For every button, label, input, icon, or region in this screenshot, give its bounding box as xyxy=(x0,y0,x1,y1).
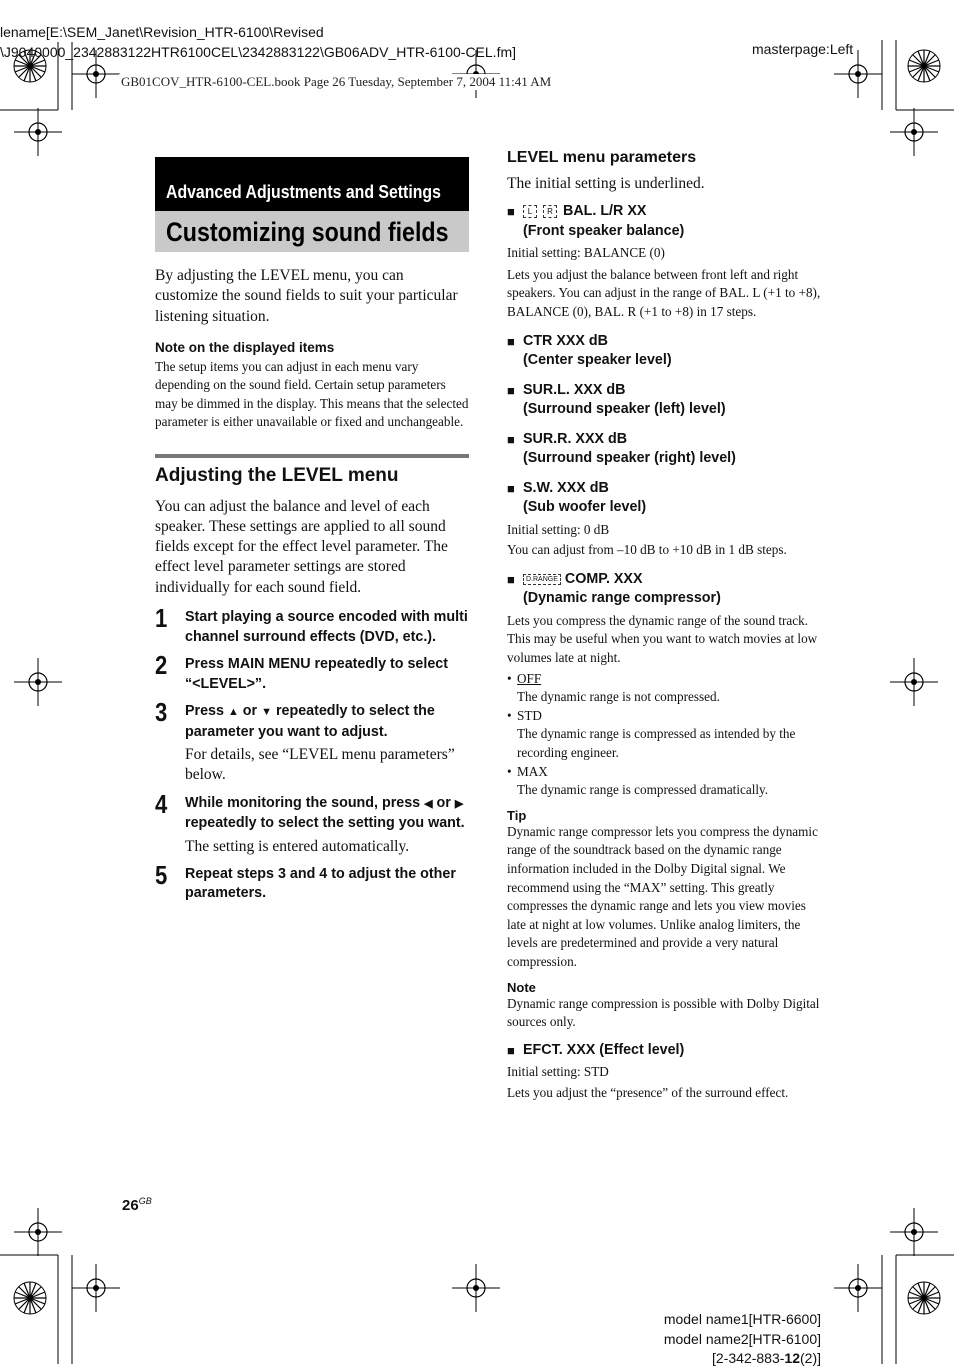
param-name: EFCT. XXX (Effect level) xyxy=(523,1041,685,1058)
front-right-speaker-icon: R xyxy=(543,205,557,218)
step-text-part: While monitoring the sound, press xyxy=(185,794,425,811)
right-arrow-icon: ▶ xyxy=(454,797,464,810)
option-label: OFF xyxy=(517,670,542,686)
section-body: You can adjust the balance and level of each speaker. These settings are applied to all sound fields except for the effect level parameter. The effect level parameter settings are stored individually for each sound field. xyxy=(155,497,448,596)
square-bullet-icon: ■ xyxy=(507,571,515,587)
intro-paragraph: By adjusting the LEVEL menu, you can customize the sound fields to suit your particular listening situation. xyxy=(155,267,458,325)
param-desc: (Sub woofer level) xyxy=(523,499,647,516)
filename-line-2: \J9040000_2342883122HTR6100CEL\2342883122\GB06ADV_HTR-6100-CEL.fm] xyxy=(0,44,517,60)
model-name-2: model name2[HTR-6100] xyxy=(663,1331,821,1347)
square-bullet-icon: ■ xyxy=(507,431,515,447)
d-range-indicator-icon: D.RANGE xyxy=(523,574,561,585)
sw-initial: Initial setting: 0 dB xyxy=(507,521,610,537)
step-number: 4 xyxy=(155,788,168,819)
sw-body: You can adjust from –10 dB to +10 dB in 1 dB steps. xyxy=(507,542,787,558)
note-body: Dynamic range compression is possible with Dolby Digital sources only. xyxy=(507,995,820,1030)
bal-body: Lets you adjust the balance between front left and right speakers. You can adjust in the range of BAL. L (+1 to +8), BALANCE (0), BAL. R (+1 to +8) in 17 steps. xyxy=(507,266,821,320)
filename-line-1: lename[E:\SEM_Janet\Revision_HTR-6100\Revised xyxy=(0,24,324,40)
param-ctr xyxy=(507,332,821,371)
left-arrow-icon: ◀ xyxy=(424,797,433,810)
step-text-part: or xyxy=(238,703,262,719)
param-name: CTR XXX dB xyxy=(523,332,608,349)
step-4 xyxy=(155,788,469,857)
step-number: 2 xyxy=(155,650,168,680)
step-text-part: repeatedly to select the setting you want. xyxy=(185,815,465,832)
option-desc: The dynamic range is not compressed. xyxy=(517,689,720,705)
step-text: Start playing a source encoded with multi channel surround effects (DVD, etc.). xyxy=(185,609,468,645)
param-desc: (Dynamic range compressor) xyxy=(523,590,721,607)
efct-body: Lets you adjust the “presence” of the surround effect. xyxy=(507,1084,789,1100)
param-comp xyxy=(507,570,821,609)
param-bal xyxy=(507,202,821,241)
square-bullet-icon: ■ xyxy=(507,1042,515,1058)
step-3 xyxy=(155,697,469,786)
option-desc: The dynamic range is compressed as intended by the recording engineer. xyxy=(517,726,796,761)
param-name: SUR.L. XXX dB xyxy=(523,381,626,398)
parameters-heading: LEVEL menu parameters xyxy=(507,149,697,166)
param-sw xyxy=(507,479,821,518)
tip-heading: Tip xyxy=(507,807,527,823)
square-bullet-icon: ■ xyxy=(507,333,515,349)
step-note: The setting is entered automatically. xyxy=(185,837,410,855)
note-body: The setup items you can adjust in each menu vary depending on the sound field. Certain setup parameters may be dimmed in the display. This means that the selected parameter is either unavailable or fixed and unchangeable. xyxy=(155,358,469,430)
front-left-speaker-icon: L xyxy=(523,205,537,218)
option-label: STD xyxy=(517,707,542,723)
step-number: 1 xyxy=(155,603,168,633)
step-number: 5 xyxy=(155,859,168,890)
step-text xyxy=(185,794,469,834)
param-surl xyxy=(507,381,821,420)
option-desc: The dynamic range is compressed dramatically. xyxy=(517,782,769,798)
step-number: 3 xyxy=(155,697,168,727)
bal-initial: Initial setting: BALANCE (0) xyxy=(507,245,665,261)
param-desc: (Surround speaker (right) level) xyxy=(523,450,736,467)
square-bullet-icon: ■ xyxy=(507,480,515,496)
param-name: BAL. L/R XX xyxy=(563,203,647,220)
step-note: For details, see “LEVEL menu parameters” below. xyxy=(185,746,455,784)
part-number xyxy=(712,1349,821,1368)
page-number-suffix: GB xyxy=(138,1196,152,1206)
param-name: COMP. XXX xyxy=(564,570,643,587)
step-text-part: or xyxy=(432,794,455,811)
model-name-1: model name1[HTR-6600] xyxy=(663,1311,821,1327)
page-number xyxy=(122,1196,152,1214)
step-1 xyxy=(155,603,469,647)
step-5 xyxy=(155,859,469,904)
step-text-part: repeatedly to select the parameter you want to adjust. xyxy=(185,703,435,740)
square-bullet-icon: ■ xyxy=(507,204,515,220)
param-efct xyxy=(507,1041,821,1061)
step-text: Repeat steps 3 and 4 to adjust the other parameters. xyxy=(185,865,456,902)
step-text xyxy=(185,702,469,742)
section-title: Advanced Adjustments and Settings xyxy=(166,182,441,202)
square-bullet-icon: ■ xyxy=(507,382,515,398)
down-arrow-icon: ▼ xyxy=(261,706,272,718)
step-text: Press MAIN MENU repeatedly to select “<LEVEL>”. xyxy=(185,656,448,692)
step-text-part: Press xyxy=(185,703,228,719)
step-2 xyxy=(155,650,469,694)
part-number-bold: 12 xyxy=(784,1350,800,1366)
section-band xyxy=(155,157,469,211)
param-desc: (Front speaker balance) xyxy=(523,222,685,239)
tip-body: Dynamic range compressor lets you compress the dynamic range of the soundtrack based on the dynamic range information included in the Dolby Digital signal. We recommend using the “MAX” setting. This greatly compresses the dynamic range and lets you view movies late at night at low volumes. Unlike analog limiters, the levels are predetermined and provide a very natural compression. xyxy=(507,823,818,969)
section-heading: Adjusting the LEVEL menu xyxy=(155,454,469,488)
masterpage-label: masterpage:Left xyxy=(752,41,854,57)
param-desc: (Center speaker level) xyxy=(523,352,672,369)
part-number-suffix: (2)] xyxy=(800,1350,821,1366)
option-std xyxy=(507,707,821,726)
option-label: MAX xyxy=(517,763,548,779)
note-heading: Note on the displayed items xyxy=(155,339,335,355)
page-number-value: 26 xyxy=(122,1197,139,1214)
parameters-intro: The initial setting is underlined. xyxy=(507,175,705,192)
comp-body: Lets you compress the dynamic range of the sound track. This may be useful when you want to watch movies at low volumes late at night. xyxy=(507,612,818,666)
right-column xyxy=(507,147,821,1102)
page-title: Customizing sound fields xyxy=(166,217,449,247)
book-info-line: GB01COV_HTR-6100-CEL.book Page 26 Tuesday, September 7, 2004 11:41 AM xyxy=(121,74,552,89)
option-off xyxy=(507,670,821,689)
note-heading: Note xyxy=(507,979,536,995)
param-surr xyxy=(507,430,821,469)
part-number-prefix: [2-342-883- xyxy=(712,1350,785,1366)
title-band xyxy=(155,211,469,252)
param-name: SUR.R. XXX dB xyxy=(523,430,628,447)
param-name: S.W. XXX dB xyxy=(523,479,609,496)
left-column xyxy=(155,157,469,904)
option-max xyxy=(507,763,821,782)
efct-initial: Initial setting: STD xyxy=(507,1064,609,1080)
param-desc: (Surround speaker (left) level) xyxy=(523,401,726,418)
up-arrow-icon: ▲ xyxy=(227,706,239,718)
